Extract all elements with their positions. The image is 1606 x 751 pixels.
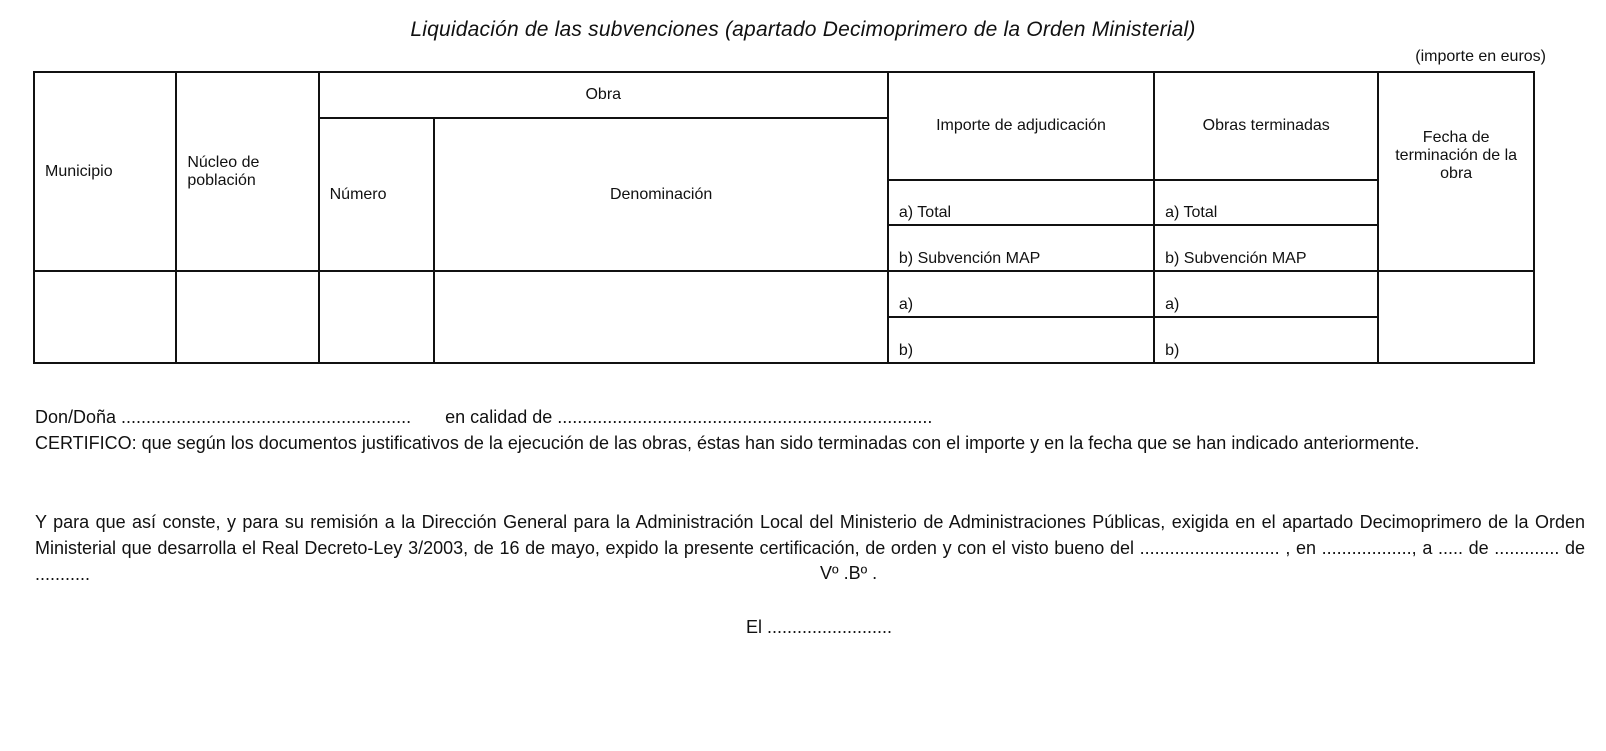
- cell-terminadas-b[interactable]: b): [1154, 317, 1378, 363]
- don-dona-field[interactable]: Don/Doña ..........................................................: [35, 407, 412, 427]
- header-denominacion: Denominación: [434, 118, 888, 271]
- visto-bueno-label: Vº .Bº .: [820, 563, 878, 583]
- units-note: (importe en euros): [1415, 48, 1546, 65]
- header-importe-total: a) Total: [888, 180, 1154, 225]
- en-calidad-de-field[interactable]: en calidad de ...........................................................................: [445, 407, 933, 427]
- header-obra: Obra: [319, 72, 888, 118]
- certificate-header-line: [35, 404, 1585, 430]
- header-importe-subvencion: b) Subvención MAP: [888, 225, 1154, 271]
- cell-importe-b[interactable]: b): [888, 317, 1154, 363]
- cell-terminadas-a[interactable]: a): [1154, 271, 1378, 317]
- cell-municipio[interactable]: [34, 271, 176, 363]
- header-terminadas-subvencion: b) Subvención MAP: [1154, 225, 1378, 271]
- document-title: Liquidación de las subvenciones (apartado Decimoprimero de la Orden Ministerial): [410, 18, 1196, 41]
- header-terminadas-total: a) Total: [1154, 180, 1378, 225]
- cell-nucleo[interactable]: [176, 271, 318, 363]
- header-obras-terminadas: Obras terminadas: [1154, 72, 1378, 180]
- liquidation-table: [33, 71, 1535, 364]
- cell-denominacion[interactable]: [434, 271, 888, 363]
- header-fecha-terminacion: Fecha de terminación de la obra: [1378, 72, 1534, 271]
- header-row-1: [34, 72, 1534, 118]
- cell-numero[interactable]: [319, 271, 435, 363]
- certifico-paragraph: CERTIFICO: que según los documentos justificativos de la ejecución de las obras, éstas han sido terminadas con el importe y en la fecha que se han indicado anteriormente.: [35, 433, 1420, 453]
- cell-importe-a[interactable]: a): [888, 271, 1154, 317]
- signatory-field[interactable]: El .........................: [746, 617, 893, 637]
- header-municipio: Municipio: [34, 72, 176, 271]
- data-row-a: [34, 271, 1534, 317]
- header-nucleo: Núcleo de población: [176, 72, 318, 271]
- header-importe-adjudicacion: Importe de adjudicación: [888, 72, 1154, 180]
- cell-fecha[interactable]: [1378, 271, 1534, 363]
- remision-paragraph: Y para que así conste, y para su remisión a la Dirección General para la Administración Local del Ministerio de Administraciones Públicas, exigida en el apartado Decimoprimero de la Orden Ministerial que desarrolla el Real Decreto-Ley 3/2003, de 16 de mayo, expido la presente certificación, de orden y con el visto bueno del ............................ , en .................., a ..... de ............. de ...........: [35, 512, 1585, 584]
- header-numero: Número: [319, 118, 435, 271]
